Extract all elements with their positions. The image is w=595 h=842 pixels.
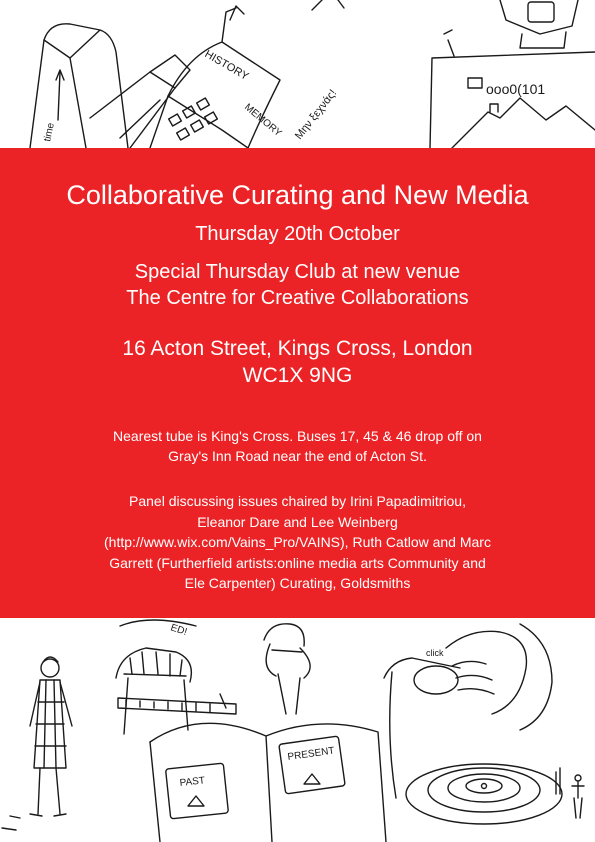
panel-line: Ele Carpenter) Curating, Goldsmiths	[184, 575, 411, 591]
binary-label: ooo0(101	[486, 81, 546, 97]
fragment-label: ED!	[169, 622, 189, 639]
time-label: time	[42, 121, 57, 143]
past-label: PAST	[179, 775, 206, 789]
venue-address	[0, 335, 595, 389]
address-postcode: WC1X 9NG	[242, 364, 353, 387]
history-label: HISTORY	[202, 48, 251, 83]
panel-line: Garrett (Furtherfield artists:online media arts Community and	[109, 554, 486, 571]
venue-info	[0, 259, 595, 311]
panel-line: Panel discussing issues chaired by Irini Papadimitriou,	[129, 493, 466, 509]
greek-label: Μην ξεχνάς!	[292, 87, 340, 142]
top-illustration	[0, 0, 595, 148]
panel-line: (http://www.wix.com/Vains_Pro/VAINS), Ruth Catlow and Marc	[104, 534, 491, 550]
address-street: 16 Acton Street, Kings Cross, London	[122, 337, 473, 360]
event-title: Collaborative Curating and New Media	[66, 180, 529, 210]
present-label: PRESENT	[286, 745, 336, 763]
travel-line: Gray's Inn Road near the end of Acton St.	[168, 448, 427, 464]
click-label: click	[426, 648, 444, 658]
travel-directions	[30, 426, 565, 466]
event-date: Thursday 20th October	[195, 223, 400, 245]
panel-line: Eleanor Dare and Lee Weinberg	[197, 513, 398, 530]
venue-name: The Centre for Creative Collaborations	[126, 287, 469, 309]
memory-label: MEMORY	[242, 101, 284, 140]
travel-line: Nearest tube is King's Cross. Buses 17, 45 & 46 drop off on	[113, 428, 482, 444]
event-panel	[0, 148, 595, 618]
panel-description	[32, 491, 563, 594]
bottom-illustration	[0, 618, 595, 842]
club-line: Special Thursday Club at new venue	[134, 261, 461, 283]
